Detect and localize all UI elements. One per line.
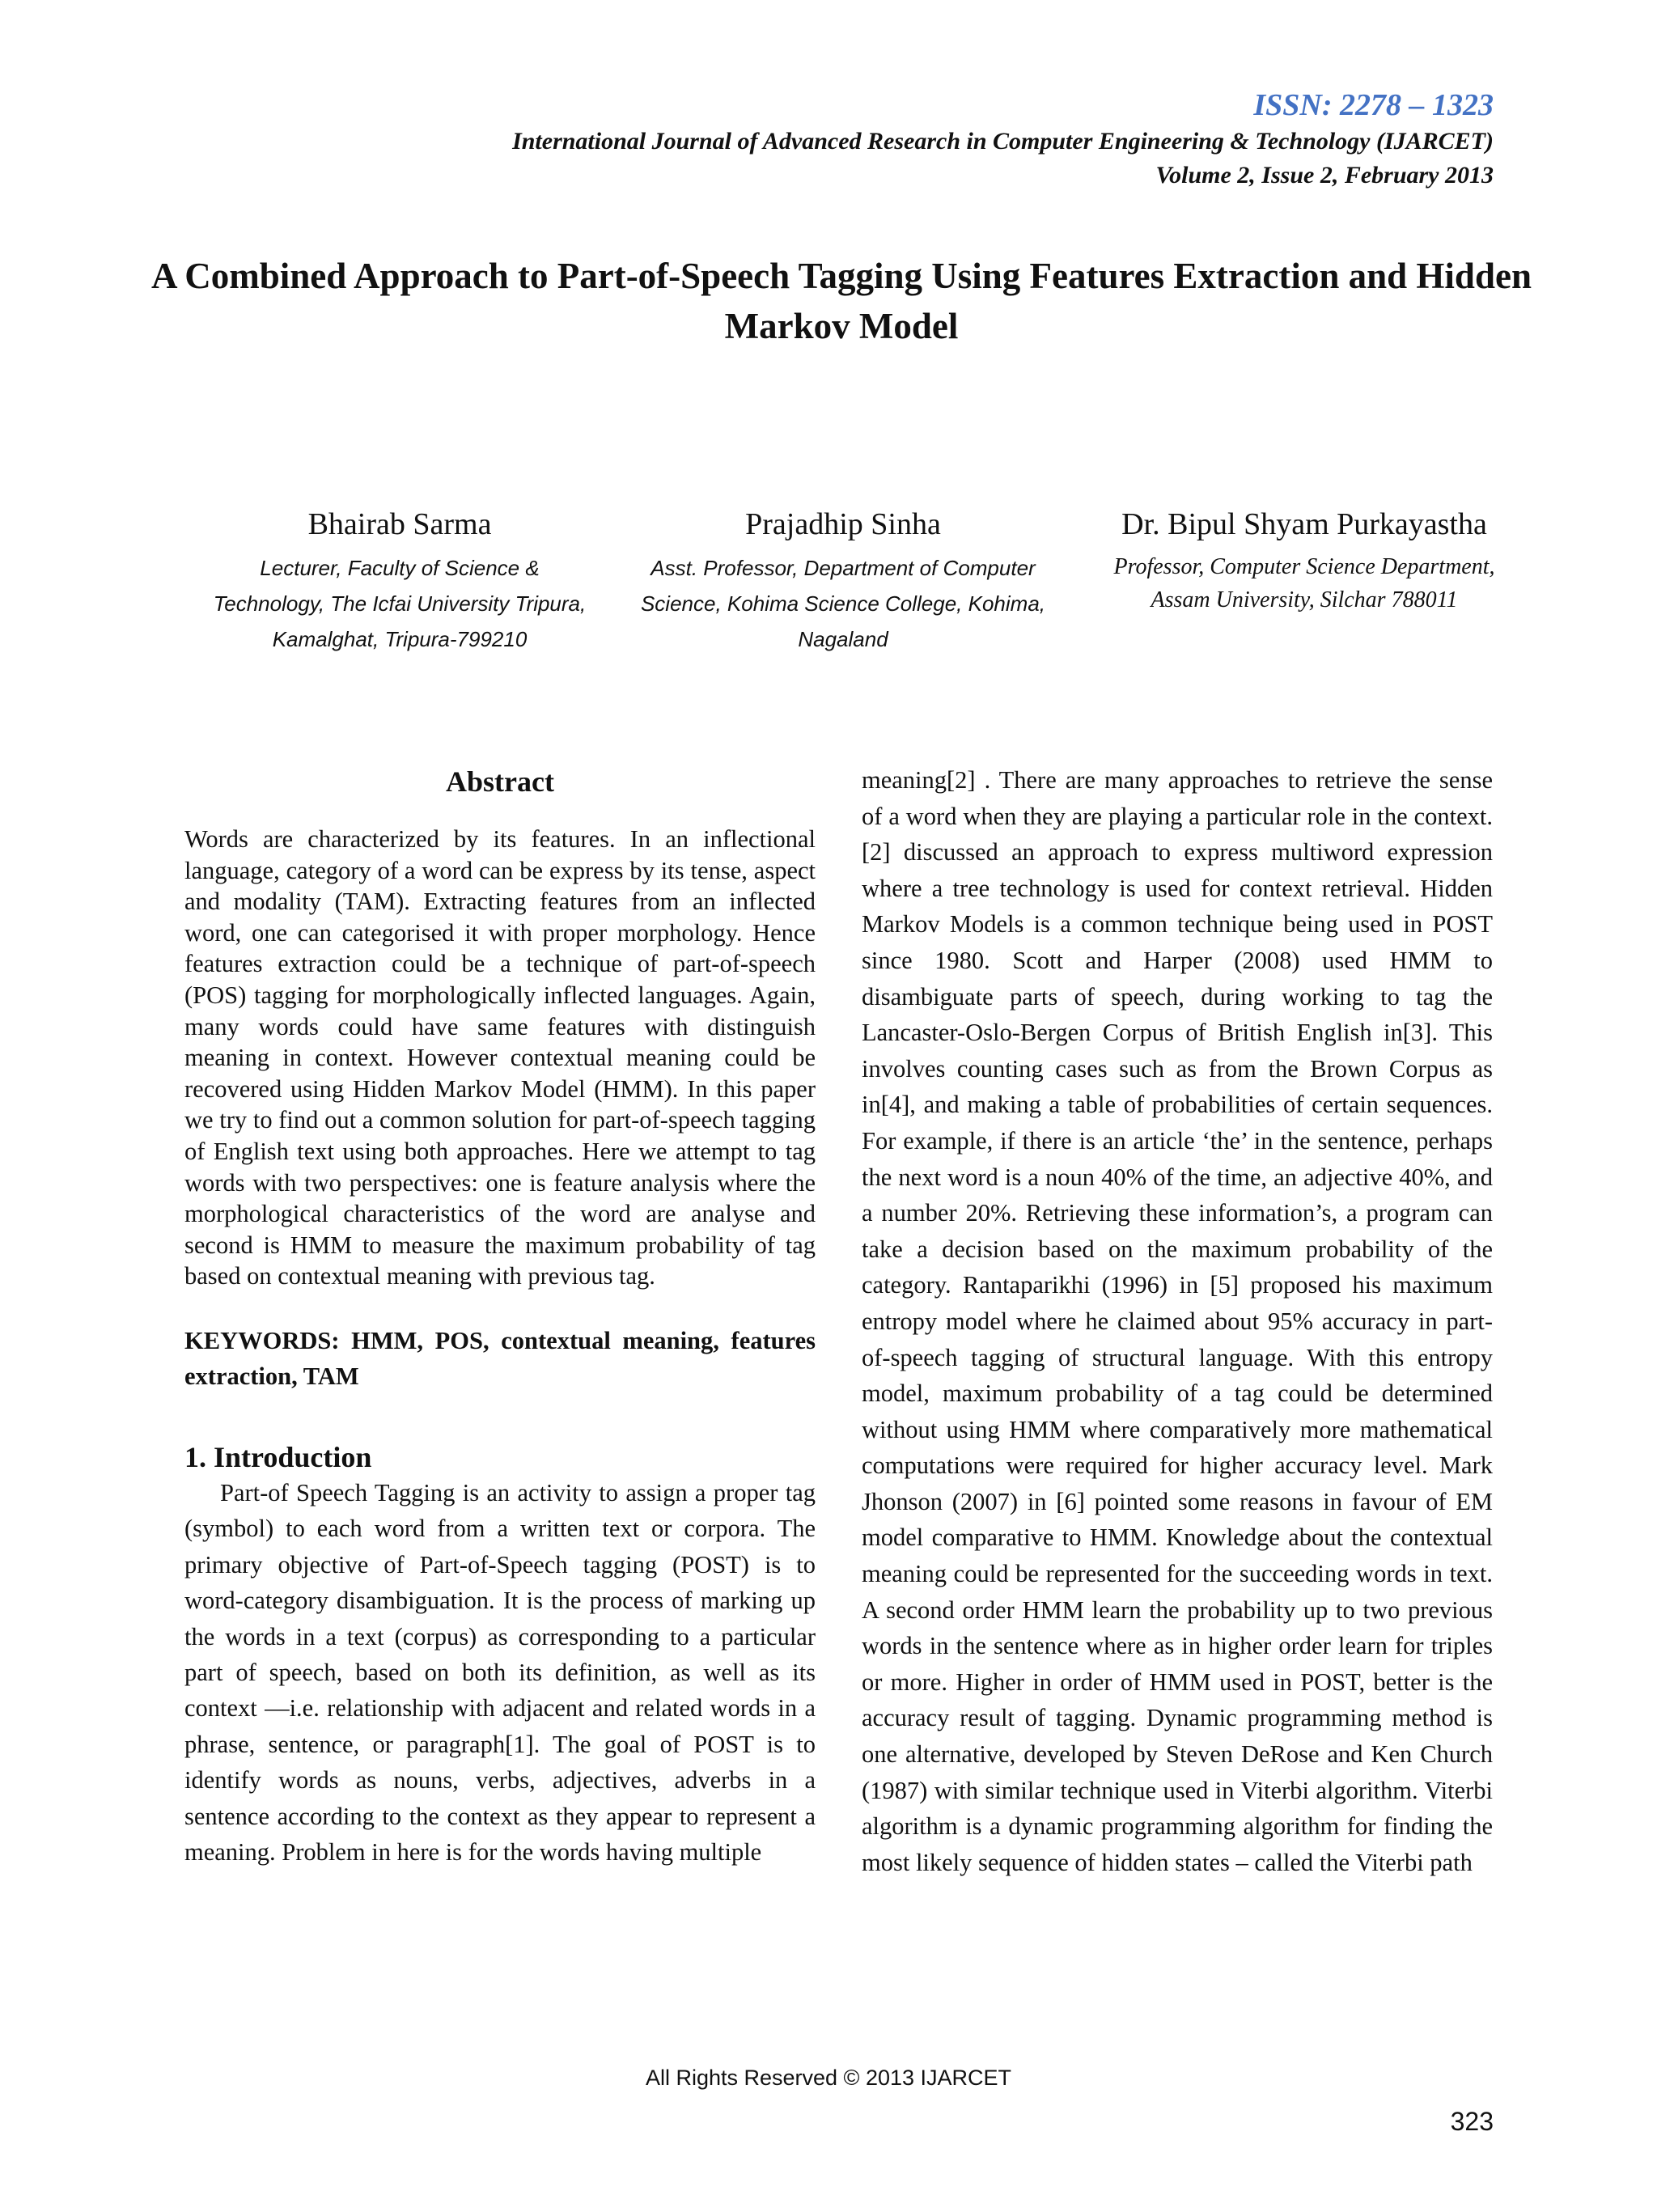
author-block-2 bbox=[617, 503, 1070, 657]
author-affiliation-line: Assam University, Silchar 788011 bbox=[1151, 587, 1458, 612]
abstract-heading: Abstract bbox=[446, 765, 554, 798]
keywords: KEYWORDS: HMM, POS, contextual meaning, features extraction, TAM bbox=[184, 1326, 816, 1390]
introduction-text: Part-of Speech Tagging is an activity to assign a proper tag (symbol) to each word from a written text or corpora. The primary objective of Part-of-Speech tagging (POST) is to word-category disambiguation. It is the process of marking up the words in a text (corpus) as corresponding to a particular part of speech, based on both its definition, as well as its context —i.e. relationship with adjacent and related words in a phrase, sentence, or paragraph[1]. The goal of POST is to identify words as nouns, verbs, adjectives, adverbs in a sentence according to the context as they appear to represent a meaning. Problem in here is for the words having multiple bbox=[184, 1478, 816, 1866]
author-block-1 bbox=[173, 503, 626, 657]
author-affiliation-line: Professor, Computer Science Department, bbox=[1113, 554, 1495, 579]
author-affiliation-line: Science, Kohima Science College, Kohima, bbox=[640, 591, 1046, 616]
author-name: Prajadhip Sinha bbox=[745, 507, 941, 541]
author-name: Dr. Bipul Shyam Purkayastha bbox=[1121, 507, 1487, 541]
journal-volume: Volume 2, Issue 2, February 2013 bbox=[1155, 162, 1494, 189]
paper-title: A Combined Approach to Part-of-Speech Tagging Using Features Extraction and Hidden Markov Model bbox=[150, 256, 1532, 346]
author-affiliation-line: Lecturer, Faculty of Science & bbox=[260, 556, 540, 580]
author-affiliation-line: Asst. Professor, Department of Computer bbox=[651, 556, 1036, 580]
introduction-continued-text: meaning[2] . There are many approaches to retrieve the sense of a word when they are playing a particular role in the context. [2] discussed an approach to express multiword expression where a tree technology is used for context retrieval. Hidden Markov Models is a common technique being used in POST since 1980. Scott and Harper (2008) used HMM to disambiguate parts of speech, during working to tag the Lancaster-Oslo-Bergen Corpus of British English in[3]. This involves counting cases such as from the Brown Corpus as in[4], and making a table of probabilities of certain sequences. For example, if there is an article ‘the’ in the sentence, perhaps the next word is a noun 40% of the time, an adjective 40%, and a number 20%. Retrieving these information’s, a program can take a decision based on the maximum probability of the category. Rantaparikhi (1996) in [5] proposed his maximum entropy model where he claimed about 95% accuracy in part-of-speech tagging of structural language. With this entropy model, maximum probability of a tag could be determined without using HMM where comparatively more mathematical computations were required for higher accuracy level. Mark Jhonson (2007) in [6] pointed some reasons in favour of EM model comparative to HMM. Knowledge about the contextual meaning could be represented for the succeeding words in text. A second order HMM learn the probability up to two previous words in the sentence where as in higher order learn for triples or more. Higher in order of HMM used in POST, better is the accuracy result of tagging. Dynamic programming method is one alternative, developed by Steven DeRose and Ken Church (1987) with similar technique used in Viterbi algorithm. Viterbi algorithm is a dynamic programming algorithm for finding the most likely sequence of hidden states – called the Viterbi path bbox=[862, 766, 1493, 1876]
author-name: Bhairab Sarma bbox=[307, 507, 492, 541]
right-column bbox=[862, 762, 1493, 1880]
author-affiliation-line: Nagaland bbox=[798, 627, 888, 651]
journal-header bbox=[512, 86, 1494, 193]
journal-name: International Journal of Advanced Research in Computer Engineering & Technology (IJARCET) bbox=[512, 128, 1494, 155]
author-affiliation-line: Kamalghat, Tripura-799210 bbox=[272, 627, 528, 651]
author-block-3 bbox=[1062, 503, 1547, 617]
left-column bbox=[184, 762, 816, 1870]
author-affiliation-line: Technology, The Icfai University Tripura, bbox=[213, 591, 587, 616]
footer-copyright: All Rights Reserved © 2013 IJARCET bbox=[645, 2066, 1012, 2090]
abstract-text: Words are characterized by its features. In an inflectional language, category of a word can be express by its tense, aspect and modality (TAM). Extracting features from an inflected word, one can categorised it with proper morphology. Hence features extraction could be a technique of part-of-speech (POS) tagging for morphologically inflected languages. Again, many words could have same features with distinguish meaning in context. However contextual meaning could be recovered using Hidden Markov Model (HMM). In this paper we try to find out a common solution for part-of-speech tagging of English text using both approaches. Here we attempt to tag words with two perspectives: one is feature analysis where the morphological characteristics of the word are analyse and second is HMM to measure the maximum probability of tag based on contextual meaning with previous tag. bbox=[184, 825, 816, 1290]
issn: ISSN: 2278 – 1323 bbox=[1253, 88, 1494, 122]
introduction-heading: 1. Introduction bbox=[184, 1440, 372, 1473]
page-number: 323 bbox=[1450, 2107, 1494, 2136]
